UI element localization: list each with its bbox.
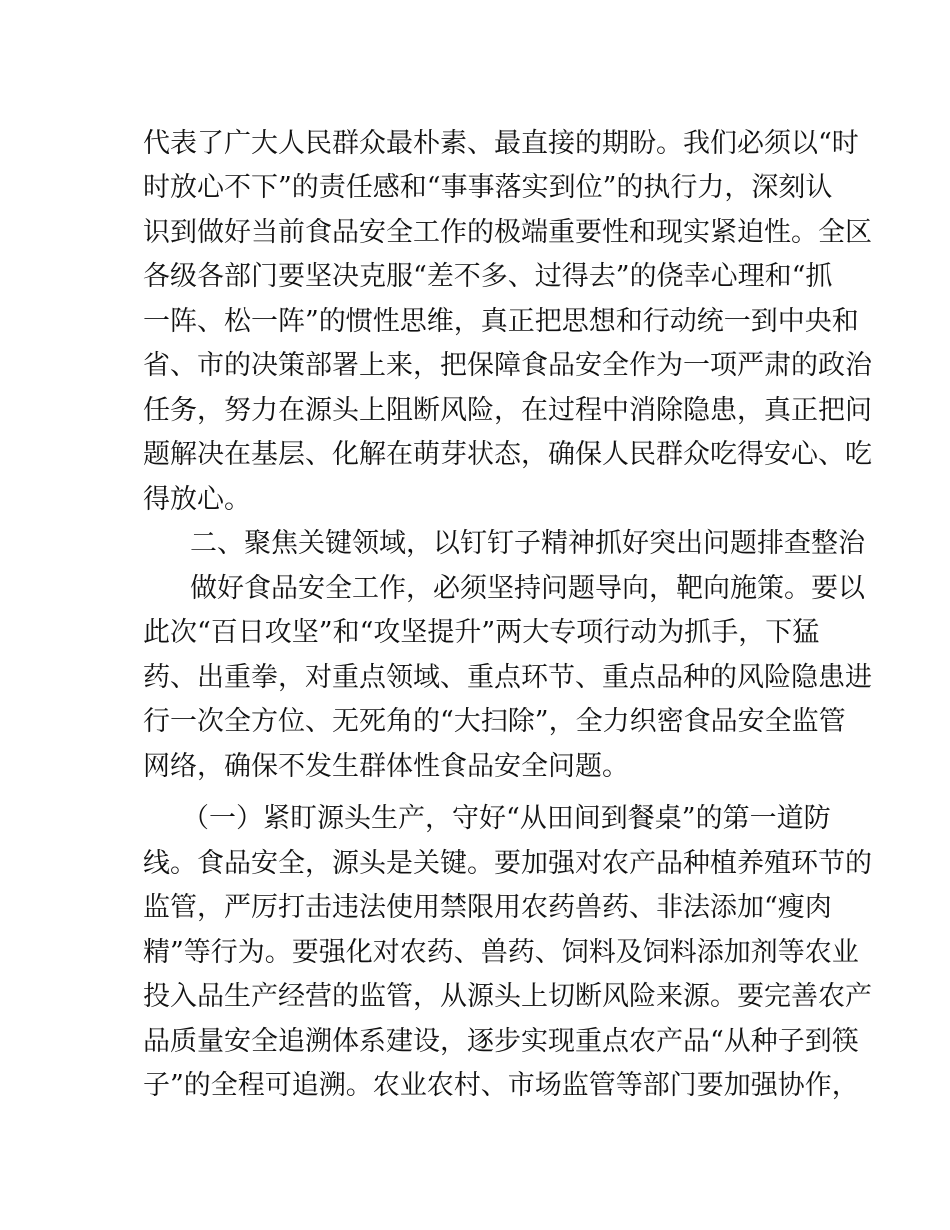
paragraph-1-line-4: 各级各部门要坚决克服“差不多、过得去”的侥幸心理和“抓 [143,261,833,292]
paragraph-2-line-5: 网络，确保不发生群体性食品安全问题。 [143,751,629,782]
section-heading-2: 二、聚焦关键领域，以钉钉子精神抓好突出问题排查整治 [190,528,865,559]
paragraph-1-line-2: 时放心不下”的责任感和“事事落实到位”的执行力，深刻认 [143,172,833,203]
paragraph-2-line-4: 行一次全方位、无死角的“大扫除”，全力织密食品安全监管 [143,706,846,737]
paragraph-1-line-1: 代表了广大人民群众最朴素、最直接的期盼。我们必须以“时 [143,128,859,159]
paragraph-3-line-7: 子”的全程可追溯。农业农村、市场监管等部门要加强协作， [143,1070,859,1101]
paragraph-1-line-6: 省、市的决策部署上来，把保障食品安全作为一项严肃的政治 [143,350,872,381]
paragraph-3-line-2: 线。食品安全，源头是关键。要加强对农产品种植养殖环节的 [143,848,872,879]
paragraph-2-line-3: 药、出重拳，对重点领域、重点环节、重点品种的风险隐患进 [143,662,872,693]
paragraph-1-line-9: 得放心。 [143,484,251,515]
paragraph-1-line-7: 任务，努力在源头上阻断风险，在过程中消除隐患，真正把问 [143,395,872,426]
paragraph-3-line-4: 精”等行为。要强化对农药、兽药、饲料及饲料添加剂等农业 [143,937,859,968]
paragraph-1-line-3: 识到做好当前食品安全工作的极端重要性和现实紧迫性。全区 [143,217,872,248]
paragraph-2-line-2: 此次“百日攻坚”和“攻坚提升”两大专项行动为抓手，下猛 [143,617,820,648]
paragraph-2-line-1: 做好食品安全工作，必须坚持问题导向，靶向施策。要以 [190,573,865,604]
paragraph-1-line-8: 题解决在基层、化解在萌芽状态，确保人民群众吃得安心、吃 [143,439,872,470]
paragraph-3-line-3: 监管，严厉打击违法使用禁限用农药兽药、非法添加“瘦肉 [143,892,832,923]
paragraph-3-line-6: 品质量安全追溯体系建设，逐步实现重点农产品“从种子到筷 [143,1026,859,1057]
paragraph-1-line-5: 一阵、松一阵”的惯性思维，真正把思想和行动统一到中央和 [143,306,859,337]
paragraph-3-line-1: （一）紧盯源头生产，守好“从田间到餐桌”的第一道防 [182,803,831,834]
paragraph-3-line-5: 投入品生产经营的监管，从源头上切断风险来源。要完善农产 [143,981,872,1012]
